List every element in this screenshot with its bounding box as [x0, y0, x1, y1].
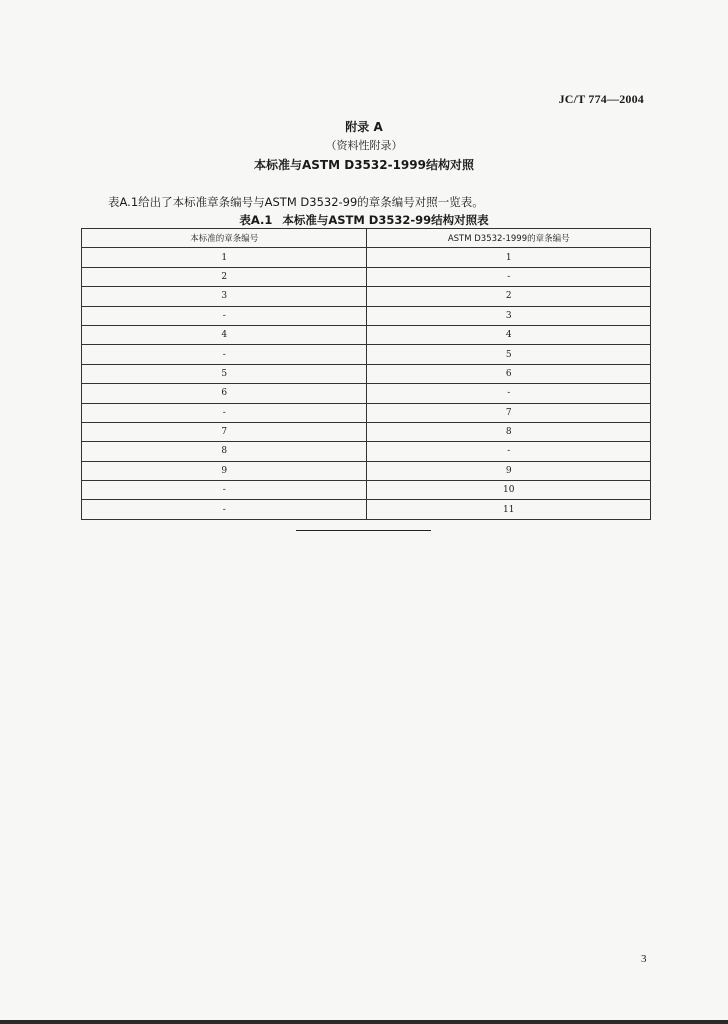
appendix-subtitle: （资料性附录） — [325, 139, 403, 152]
table-row — [82, 481, 651, 500]
table-row — [82, 403, 651, 422]
table-cell: 3 — [367, 306, 651, 325]
table-cell: 6 — [367, 364, 651, 383]
table-header-row — [82, 229, 651, 248]
table-cell: - — [82, 500, 367, 519]
table-cell: 1 — [82, 248, 367, 267]
table-row — [82, 422, 651, 441]
table-cell: - — [367, 267, 651, 286]
table-cell: - — [82, 403, 367, 422]
end-rule-divider — [296, 530, 431, 531]
column-header-astm: ASTM D3532-1999的章条编号 — [367, 229, 651, 248]
table-cell: 4 — [82, 325, 367, 344]
column-header-this-standard: 本标准的章条编号 — [82, 229, 367, 248]
structure-comparison-table — [81, 228, 651, 520]
scan-bottom-edge — [0, 1020, 728, 1024]
table-cell: 10 — [367, 481, 651, 500]
table-cell: 6 — [82, 384, 367, 403]
appendix-heading: 本标准与ASTM D3532-1999结构对照 — [254, 158, 474, 172]
table-row — [82, 287, 651, 306]
page-number: 3 — [641, 953, 647, 965]
table-cell: - — [367, 442, 651, 461]
table-row — [82, 364, 651, 383]
table-cell: 9 — [367, 461, 651, 480]
table-row — [82, 267, 651, 286]
intro-paragraph: 表A.1给出了本标准章条编号与ASTM D3532-99的章条编号对照一览表。 — [108, 195, 484, 209]
table-cell: 7 — [82, 422, 367, 441]
table-row — [82, 325, 651, 344]
table-row — [82, 248, 651, 267]
table-cell: - — [367, 384, 651, 403]
table-cell: 3 — [82, 287, 367, 306]
table-caption-title: 本标准与ASTM D3532-99结构对照表 — [282, 213, 489, 227]
document-code: JC/T 774—2004 — [558, 92, 644, 106]
table-row — [82, 500, 651, 519]
table-cell: - — [82, 306, 367, 325]
table-row — [82, 384, 651, 403]
table-cell: 1 — [367, 248, 651, 267]
table-cell: 2 — [82, 267, 367, 286]
table-cell: - — [82, 481, 367, 500]
table-cell: 9 — [82, 461, 367, 480]
table-row — [82, 461, 651, 480]
table-cell: 2 — [367, 287, 651, 306]
table-cell: 5 — [82, 364, 367, 383]
table-cell: 8 — [82, 442, 367, 461]
table-cell: 4 — [367, 325, 651, 344]
table-row — [82, 345, 651, 364]
table-row — [82, 442, 651, 461]
table-caption-number: 表A.1 — [239, 213, 273, 227]
table-cell: 11 — [367, 500, 651, 519]
table-cell: 5 — [367, 345, 651, 364]
appendix-title: 附录 A — [345, 120, 383, 134]
table-cell: 7 — [367, 403, 651, 422]
table-row — [82, 306, 651, 325]
table-cell: 8 — [367, 422, 651, 441]
table-cell: - — [82, 345, 367, 364]
table-caption — [0, 212, 728, 228]
